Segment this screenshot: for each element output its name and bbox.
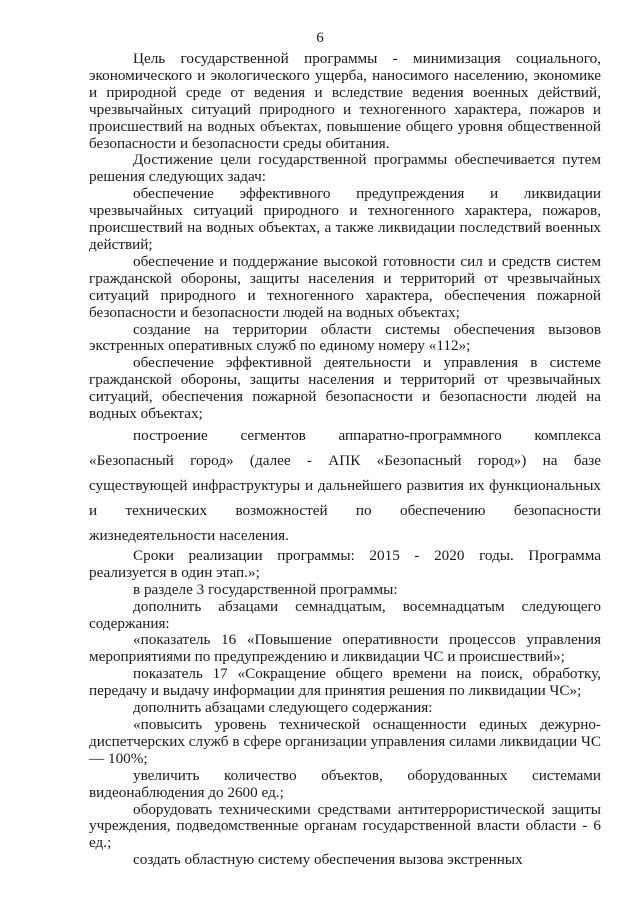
paragraph-program-goal: Цель государственной программы - минимизация социального, экономического и экологического ущерба, наносимого населению, экономике и природной среде от ведения и вследствие ведения военных действий, чрезвычайных ситуаций природного и техногенного характера, пожаров и происшествий на водных объектах, повышение общего уровня общественной безопасности и безопасности среды обитания. [89,50,601,152]
paragraph-raise-equipment-level: «повысить уровень технической оснащенности единых дежурно-диспетчерских служб в сфере организации управления силами ликвидации ЧС — 100%; [89,716,601,767]
paragraph-increase-video-surveillance: увеличить количество объектов, оборудованных системами видеонаблюдения до 2600 ед.; [89,766,601,801]
paragraph-create-regional-system: создать областную систему обеспечения вызова экстренных [133,851,523,869]
page-number: 6 [316,30,324,46]
paragraph-add-content: дополнить абзацами следующего содержания: [133,699,433,717]
paragraph-goal-achievement: Достижение цели государственной программы обеспечивается путем решения следующих задач: [89,151,601,186]
paragraph-task-management: обеспечение эффективной деятельности и управления в системе гражданской обороны, защиты населения и территорий от чрезвычайных ситуаций, обеспечения пожарной безопасности и безопасности людей на водных объектах; [89,354,601,423]
document-body [89,51,601,869]
paragraph-antiterror-equipment: оборудовать техническими средствами антитеррористической защиты учреждения, подведомственные органам государственной власти области - 6 ед.; [89,800,601,852]
paragraph-indicator-16: «показатель 16 «Повышение оперативности процессов управления мероприятиями по предупреждению и ликвидации ЧС и происшествий»; [89,631,601,666]
paragraph-add-paragraphs: дополнить абзацами семнадцатым, восемнадцатым следующего содержания: [89,597,601,632]
paragraph-task-safe-city: построение сегментов аппаратно-программного комплекса «Безопасный город» (далее - АПК «Безопасный город») на базе существующей инфраструктуры и дальнейшего развития их функциональных и технических возможностей по обеспечению безопасности жизнедеятельности населения. [89,426,601,544]
paragraph-task-emergency-prevention: обеспечение эффективного предупреждения и ликвидации чрезвычайных ситуаций природного и техногенного характера, пожаров, происшествий на водных объектах, а также ликвидации последствий военных действий; [89,185,601,253]
paragraph-implementation-period: Сроки реализации программы: 2015 - 2020 годы. Программа реализуется в один этап.»; [89,546,601,581]
paragraph-section-3: в разделе 3 государственной программы: [133,580,398,598]
paragraph-task-civil-defense-readiness: обеспечение и поддержание высокой готовности сил и средств систем гражданской обороны, защиты населения и территорий от чрезвычайных ситуаций природного и техногенного характера, обеспечения пожарной безопасности и безопасности людей на водных объектах; [89,252,601,321]
paragraph-task-112-system: создание на территории области системы обеспечения вызовов экстренных оперативных служб по единому номеру «112»; [89,320,601,355]
paragraph-indicator-17: показатель 17 «Сокращение общего времени на поиск, обработку, передачу и выдачу информации для принятия решения по ликвидации ЧС»; [89,665,601,700]
